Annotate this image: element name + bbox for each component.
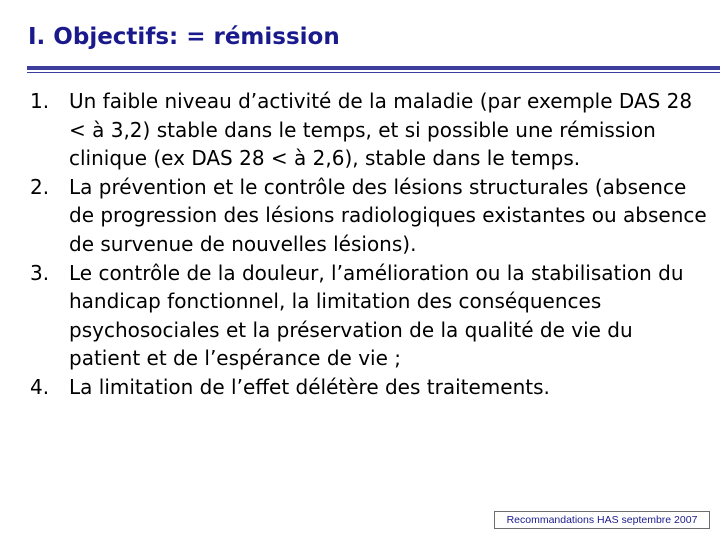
item-text: Le contrôle de la douleur, l’amélioration ou la stabilisation du handicap fonctionnel, la limitation des conséquences psychosociales et la préservation de la qualité de vie du patient et de l’espérance de vie ; — [69, 260, 684, 371]
item-text: La limitation de l’effet délétère des traitements. — [69, 374, 550, 399]
item-number: 2. — [30, 174, 50, 199]
list-item — [30, 373, 710, 402]
item-text: La prévention et le contrôle des lésions structurales (absence de progression des lésions radiologiques existantes ou absence de survenue de nouvelles lésions). — [69, 174, 707, 256]
objectives-list — [30, 87, 710, 402]
list-item — [30, 87, 710, 173]
item-number: 1. — [30, 89, 50, 113]
item-number: 3. — [30, 260, 50, 285]
item-number: 4. — [30, 374, 50, 399]
list-item — [30, 259, 710, 373]
item-text: Un faible niveau d’activité de la maladie (par exemple DAS 28 < à 3,2) stable dans le temps, et si possible une rémission clinique (ex DAS 28 < à 2,6), stable dans le temps. — [69, 89, 693, 171]
title-rule-thick — [27, 66, 720, 70]
slide-title: I. Objectifs: = rémission — [28, 24, 340, 50]
footer-source-label: Recommandations HAS septembre 2007 — [494, 511, 710, 529]
list-item — [30, 173, 710, 259]
title-rule-thin — [27, 72, 720, 73]
